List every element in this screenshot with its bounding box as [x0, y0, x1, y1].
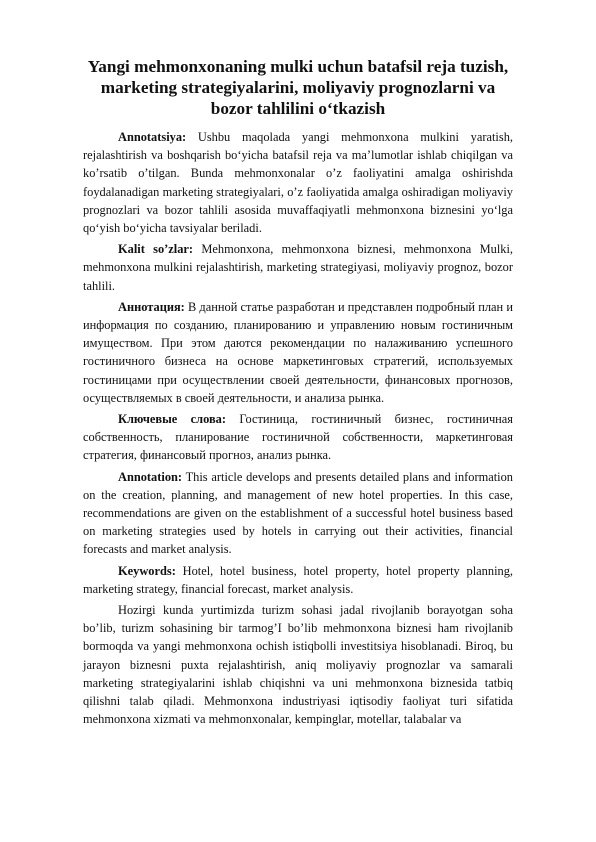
article-title: Yangi mehmonxonaning mulki uchun batafsil reja tuzish, marketing strategiyalarini, moliyaviy prognozlarni va bozor tahlilini o‘tkazish — [87, 57, 509, 118]
keywords-ru-text: Гостиница, гостиничный бизнес, гостиничная собственность, планирование гостиничной собственности, маркетинговая стратегия, финансовый прогноз, анализ рынка. — [83, 412, 514, 463]
annotation-uz-label: Annotatsiya: — [118, 130, 187, 144]
annotation-en-label: Annotation: — [118, 469, 183, 484]
annotation-ru-text: В данной статье разработан и представлен подробный план и информация по созданию, планированию и управлению новым гостиничным имуществом. При этом даются рекомендации по налаживанию успешного гостиничного бизнеса на основе маркетинговых стратегий, используемых гостиницами при осуществлении своей деятельности, финансовых прогнозов, осуществляемых в своей деятельности, и анализа рынка. — [83, 299, 513, 405]
annotation-en-text: This article develops and presents detailed plans and information on the creation, planning, and management of new hotel properties. In this case, recommendations are given on the establishment of a successful hotel business based on marketing strategies used by hotels in carrying out their activities, financial forecasts and market analysis. — [83, 469, 513, 557]
annotation-uz-text: Ushbu maqolada yangi mehmonxona mulkini yaratish, rejalashtirish va boshqarish bo‘yicha batafsil reja va ma’lumotlar ishlab chiqilgan va ko’rsatib o’tilgan. Bunda mehmonxonalar o’z faoliyatini amalga oshirishda foydalanadigan marketing strategiyalari, o’z faoliyatida amalga oshiradigan moliyaviy prognozlari va bozor tahlili asosida muvaffaqiyatli mehmonxona biznesini yo‘lga qo‘yish bo‘yicha tavsiyalar beriladi. — [83, 130, 513, 236]
keywords-uz-text: Mehmonxona, mehmonxona biznesi, mehmonxona Mulki, mehmonxona mulkini rejalashtirish, marketing strategiyasi, moliyaviy prognoz, bozor tahlili. — [83, 242, 513, 293]
keywords-uz-label: Kalit so’zlar: — [118, 242, 194, 257]
body-paragraph: Hozirgi kunda yurtimizda turizm sohasi jadal rivojlanib borayotgan soha bo’lib, turizm sohasining bir tarmog’I bo’lib mehmonxona biznesi ham rivojlanib bormoqda va yangi mehmonxona ochish istiqbolli investitsiya hisoblanadi. Biroq, bu jarayon biznesni puxta rejalashtirish, aniq moliyaviy prognozlar va samarali marketing strategiyalarini ishlab chiqishni va uni mehmonxona biznesida tatbiq qilishni talab qiladi. Mehmonxona industriyasi iqtisodiy faoliyat turi sifatida mehmonxona xizmati va mehmonxonalar, kempinglar, motellar, talabalar va — [83, 603, 513, 727]
annotation-en-paragraph — [83, 468, 513, 559]
annotation-uz-paragraph — [83, 128, 513, 237]
annotation-ru-label: Аннотация: — [118, 299, 185, 314]
annotation-ru-paragraph — [83, 298, 513, 407]
keywords-ru-label: Ключевые слова: — [118, 412, 227, 427]
article-page — [83, 56, 513, 732]
keywords-ru-paragraph — [83, 410, 513, 465]
keywords-en-label: Keywords: — [118, 563, 176, 578]
keywords-en-text: Hotel, hotel business, hotel property, hotel property planning, marketing strategy, financial forecast, market analysis. — [83, 563, 513, 596]
keywords-uz-paragraph — [83, 240, 513, 295]
keywords-en-paragraph — [83, 562, 513, 598]
